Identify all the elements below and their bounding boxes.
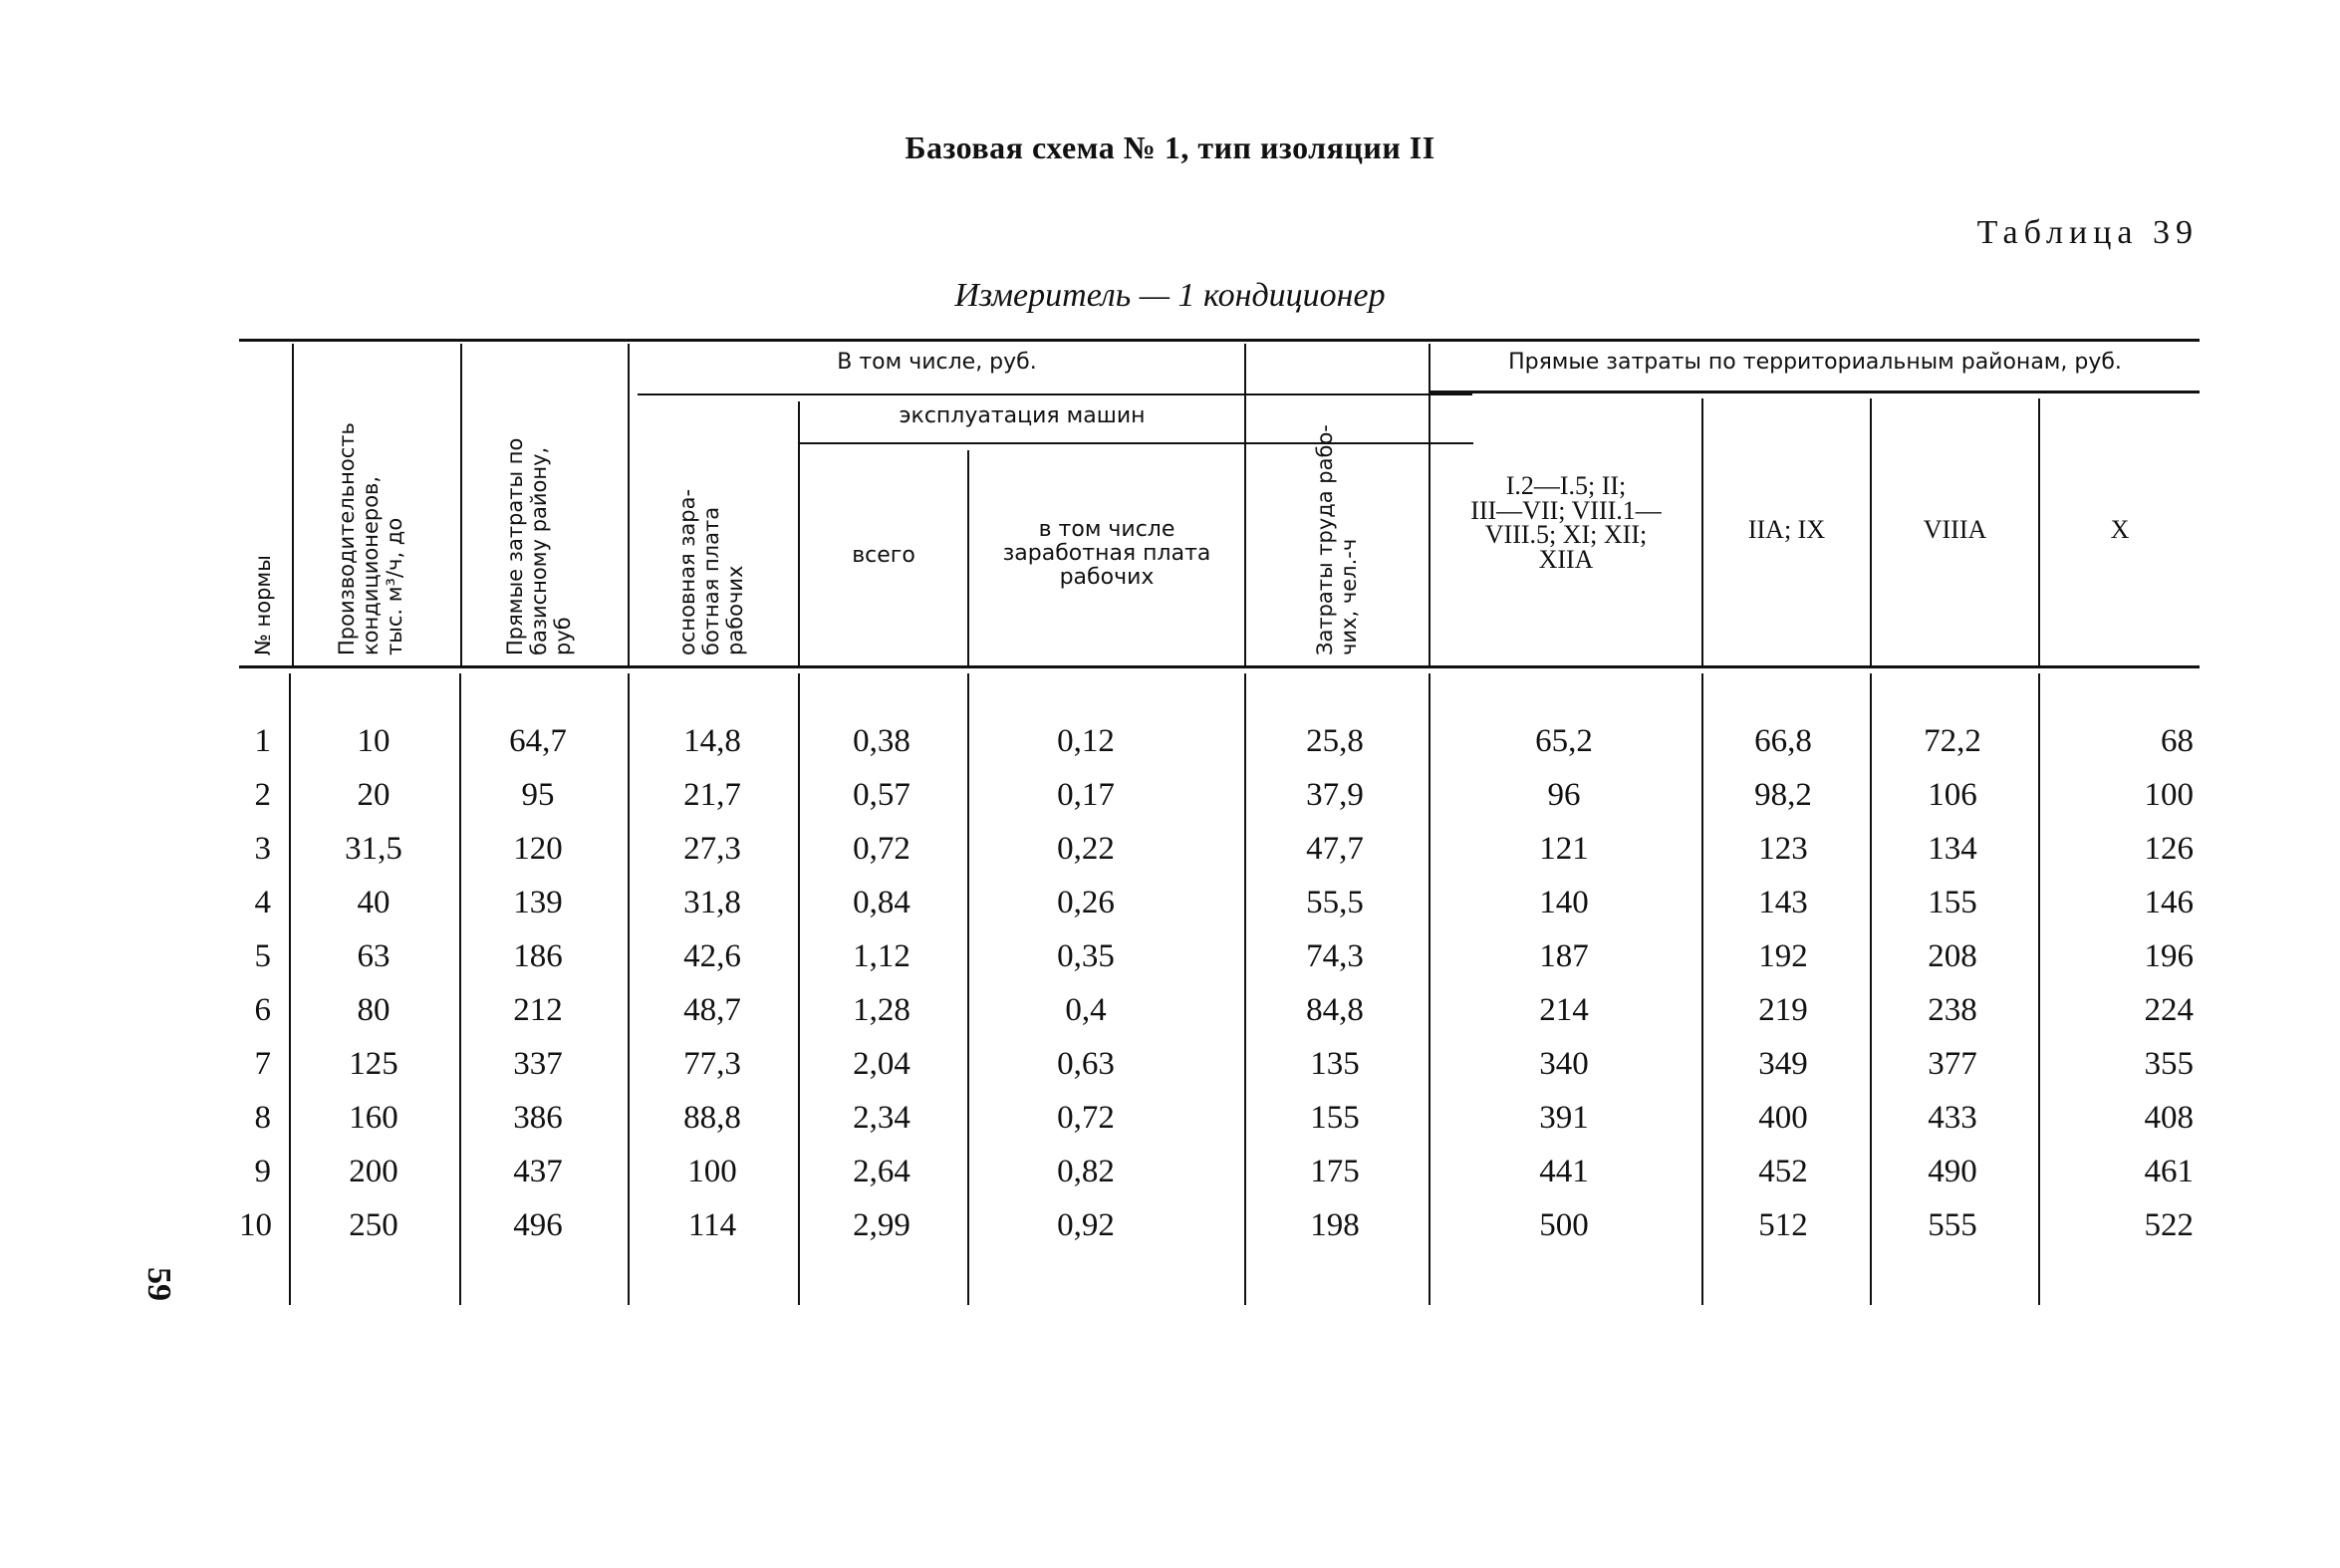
cell-no: 4 bbox=[254, 885, 271, 920]
cell-total: 0,38 bbox=[853, 723, 910, 759]
hdr-vline bbox=[1244, 344, 1246, 665]
hdr-vline bbox=[460, 344, 462, 665]
cell-wage: 114 bbox=[687, 1207, 737, 1243]
cell-wage: 100 bbox=[687, 1154, 737, 1189]
cell-d1: 65,2 bbox=[1535, 723, 1593, 759]
table-row bbox=[239, 775, 2200, 829]
cell-d2: 400 bbox=[1758, 1100, 1808, 1136]
cell-no: 1 bbox=[254, 723, 271, 759]
table-row bbox=[239, 829, 2200, 883]
cell-d3: 433 bbox=[1928, 1100, 1977, 1136]
table-label: Таблица 39 bbox=[1976, 214, 2199, 251]
cell-wage: 14,8 bbox=[683, 723, 741, 759]
cell-d3: 134 bbox=[1928, 831, 1977, 867]
table-row bbox=[239, 1152, 2200, 1205]
cell-d2: 143 bbox=[1758, 885, 1808, 920]
cell-mwage: 0,82 bbox=[1057, 1154, 1115, 1189]
cell-cap: 40 bbox=[357, 885, 390, 920]
cell-d2: 98,2 bbox=[1754, 777, 1812, 813]
cell-total: 0,72 bbox=[853, 831, 910, 867]
table-row bbox=[239, 1098, 2200, 1152]
cell-labor: 198 bbox=[1310, 1207, 1360, 1243]
cell-cap: 10 bbox=[357, 723, 390, 759]
cell-d1: 96 bbox=[1547, 777, 1581, 813]
cell-labor: 47,7 bbox=[1306, 831, 1364, 867]
cell-cap: 20 bbox=[357, 777, 390, 813]
cell-labor: 74,3 bbox=[1306, 938, 1364, 974]
cell-d1: 140 bbox=[1539, 885, 1589, 920]
page-number: 59 bbox=[140, 1267, 177, 1301]
cell-d3: 377 bbox=[1928, 1046, 1977, 1082]
cell-wage: 48,7 bbox=[683, 992, 741, 1028]
cell-mwage: 0,4 bbox=[1065, 992, 1107, 1028]
cell-labor: 175 bbox=[1310, 1154, 1360, 1189]
header-district-3: VIIIA bbox=[1923, 515, 1987, 544]
table-row bbox=[239, 936, 2200, 990]
cell-d1: 121 bbox=[1539, 831, 1589, 867]
header-basic-wage: основная зара- ботная плата рабочих bbox=[675, 488, 748, 655]
cell-d3: 72,2 bbox=[1924, 723, 1981, 759]
cell-total: 2,99 bbox=[853, 1207, 910, 1243]
measure-unit: Измеритель — 1 кондиционер bbox=[954, 277, 1386, 314]
cell-d1: 340 bbox=[1539, 1046, 1589, 1082]
cell-d2: 349 bbox=[1758, 1046, 1808, 1082]
header-total: всего bbox=[852, 543, 915, 568]
header-district-1: I.2—I.5; II; III—VII; VIII.1— VIII.5; XI; XII; XIIA bbox=[1470, 471, 1662, 575]
cell-d3: 155 bbox=[1928, 885, 1977, 920]
cell-base: 337 bbox=[513, 1046, 563, 1082]
including-rule bbox=[638, 393, 1472, 395]
cell-base: 496 bbox=[513, 1207, 563, 1243]
cell-d2: 452 bbox=[1758, 1154, 1808, 1189]
header-district-4: X bbox=[2110, 515, 2130, 544]
cell-d3: 490 bbox=[1928, 1154, 1977, 1189]
cell-mwage: 0,35 bbox=[1057, 938, 1115, 974]
cell-total: 2,04 bbox=[853, 1046, 910, 1082]
cell-d1: 187 bbox=[1539, 938, 1589, 974]
cell-no: 2 bbox=[254, 777, 271, 813]
cell-no: 3 bbox=[254, 831, 271, 867]
hdr-vline bbox=[628, 344, 630, 665]
header-capacity: Производительность кондиционеров, тыс. м³/ч, до bbox=[335, 422, 407, 655]
cell-total: 0,57 bbox=[853, 777, 910, 813]
table-row bbox=[239, 721, 2200, 775]
header-direct-base: Прямые затраты по базисному району, руб bbox=[503, 437, 576, 655]
cell-labor: 155 bbox=[1310, 1100, 1360, 1136]
cell-base: 120 bbox=[513, 831, 563, 867]
cell-cap: 31,5 bbox=[345, 831, 402, 867]
cell-base: 139 bbox=[513, 885, 563, 920]
cell-d1: 391 bbox=[1539, 1100, 1589, 1136]
cell-wage: 42,6 bbox=[683, 938, 741, 974]
cell-total: 2,34 bbox=[853, 1100, 910, 1136]
cell-d4: 68 bbox=[2161, 723, 2194, 759]
cell-base: 212 bbox=[513, 992, 563, 1028]
header-bottom-rule bbox=[239, 665, 2200, 668]
cell-no: 6 bbox=[254, 992, 271, 1028]
cell-no: 9 bbox=[254, 1154, 271, 1189]
cell-total: 0,84 bbox=[853, 885, 910, 920]
cell-cap: 200 bbox=[349, 1154, 398, 1189]
table-row bbox=[239, 1044, 2200, 1098]
cell-mwage: 0,12 bbox=[1057, 723, 1115, 759]
cell-d4: 522 bbox=[2144, 1207, 2194, 1243]
cell-no: 5 bbox=[254, 938, 271, 974]
cell-labor: 37,9 bbox=[1306, 777, 1364, 813]
header-machines-wage: в том числе заработная плата рабочих bbox=[1002, 517, 1211, 591]
table-row bbox=[239, 990, 2200, 1044]
cell-mwage: 0,63 bbox=[1057, 1046, 1115, 1082]
header-district-2: IIA; IX bbox=[1747, 515, 1826, 544]
cell-wage: 77,3 bbox=[683, 1046, 741, 1082]
cell-d1: 214 bbox=[1539, 992, 1589, 1028]
machines-rule bbox=[800, 442, 1473, 444]
cell-d2: 123 bbox=[1758, 831, 1808, 867]
cell-wage: 27,3 bbox=[683, 831, 741, 867]
cell-d3: 555 bbox=[1928, 1207, 1977, 1243]
cell-d3: 106 bbox=[1928, 777, 1977, 813]
cell-d3: 238 bbox=[1928, 992, 1977, 1028]
cell-d2: 219 bbox=[1758, 992, 1808, 1028]
cell-labor: 55,5 bbox=[1306, 885, 1364, 920]
norms-table bbox=[239, 339, 2200, 1315]
cell-base: 64,7 bbox=[509, 723, 567, 759]
territorial-rule bbox=[1430, 391, 2200, 393]
header-labor: Затраты труда рабо- чих, чел.-ч bbox=[1313, 424, 1362, 655]
cell-mwage: 0,92 bbox=[1057, 1207, 1115, 1243]
cell-no: 8 bbox=[254, 1100, 271, 1136]
cell-d4: 461 bbox=[2144, 1154, 2194, 1189]
hdr-vline bbox=[798, 401, 800, 665]
header-including: В том числе, руб. bbox=[837, 350, 1037, 375]
cell-no: 10 bbox=[239, 1207, 272, 1243]
cell-d1: 500 bbox=[1539, 1207, 1589, 1243]
cell-d4: 224 bbox=[2144, 992, 2194, 1028]
header-direct-territorial: Прямые затраты по территориальным районам, руб. bbox=[1508, 350, 2122, 375]
cell-labor: 84,8 bbox=[1306, 992, 1364, 1028]
cell-cap: 160 bbox=[349, 1100, 398, 1136]
cell-cap: 125 bbox=[349, 1046, 398, 1082]
cell-wage: 31,8 bbox=[683, 885, 741, 920]
cell-base: 95 bbox=[521, 777, 555, 813]
document-title: Базовая схема № 1, тип изоляции II bbox=[905, 130, 1435, 165]
cell-total: 1,28 bbox=[853, 992, 910, 1028]
cell-cap: 80 bbox=[357, 992, 390, 1028]
cell-wage: 21,7 bbox=[683, 777, 741, 813]
cell-no: 7 bbox=[254, 1046, 271, 1082]
header-norm-no: № нормы bbox=[251, 555, 275, 655]
cell-wage: 88,8 bbox=[683, 1100, 741, 1136]
cell-d4: 355 bbox=[2144, 1046, 2194, 1082]
cell-d4: 100 bbox=[2144, 777, 2194, 813]
cell-labor: 25,8 bbox=[1306, 723, 1364, 759]
table-row bbox=[239, 883, 2200, 936]
hdr-vline bbox=[292, 344, 294, 665]
cell-base: 386 bbox=[513, 1100, 563, 1136]
cell-mwage: 0,22 bbox=[1057, 831, 1115, 867]
cell-mwage: 0,72 bbox=[1057, 1100, 1115, 1136]
cell-cap: 63 bbox=[357, 938, 390, 974]
cell-mwage: 0,17 bbox=[1057, 777, 1115, 813]
cell-d2: 512 bbox=[1758, 1207, 1808, 1243]
cell-total: 2,64 bbox=[853, 1154, 910, 1189]
cell-d4: 196 bbox=[2144, 938, 2194, 974]
cell-d1: 441 bbox=[1539, 1154, 1589, 1189]
cell-labor: 135 bbox=[1310, 1046, 1360, 1082]
cell-base: 186 bbox=[513, 938, 563, 974]
cell-d4: 126 bbox=[2144, 831, 2194, 867]
table-row bbox=[239, 1205, 2200, 1259]
cell-base: 437 bbox=[513, 1154, 563, 1189]
cell-d2: 192 bbox=[1758, 938, 1808, 974]
cell-d3: 208 bbox=[1928, 938, 1977, 974]
table-top-rule bbox=[239, 339, 2200, 342]
cell-mwage: 0,26 bbox=[1057, 885, 1115, 920]
cell-d2: 66,8 bbox=[1754, 723, 1812, 759]
cell-cap: 250 bbox=[349, 1207, 398, 1243]
cell-d4: 146 bbox=[2144, 885, 2194, 920]
cell-total: 1,12 bbox=[853, 938, 910, 974]
header-machines: эксплуатация машин bbox=[899, 403, 1146, 428]
cell-d4: 408 bbox=[2144, 1100, 2194, 1136]
